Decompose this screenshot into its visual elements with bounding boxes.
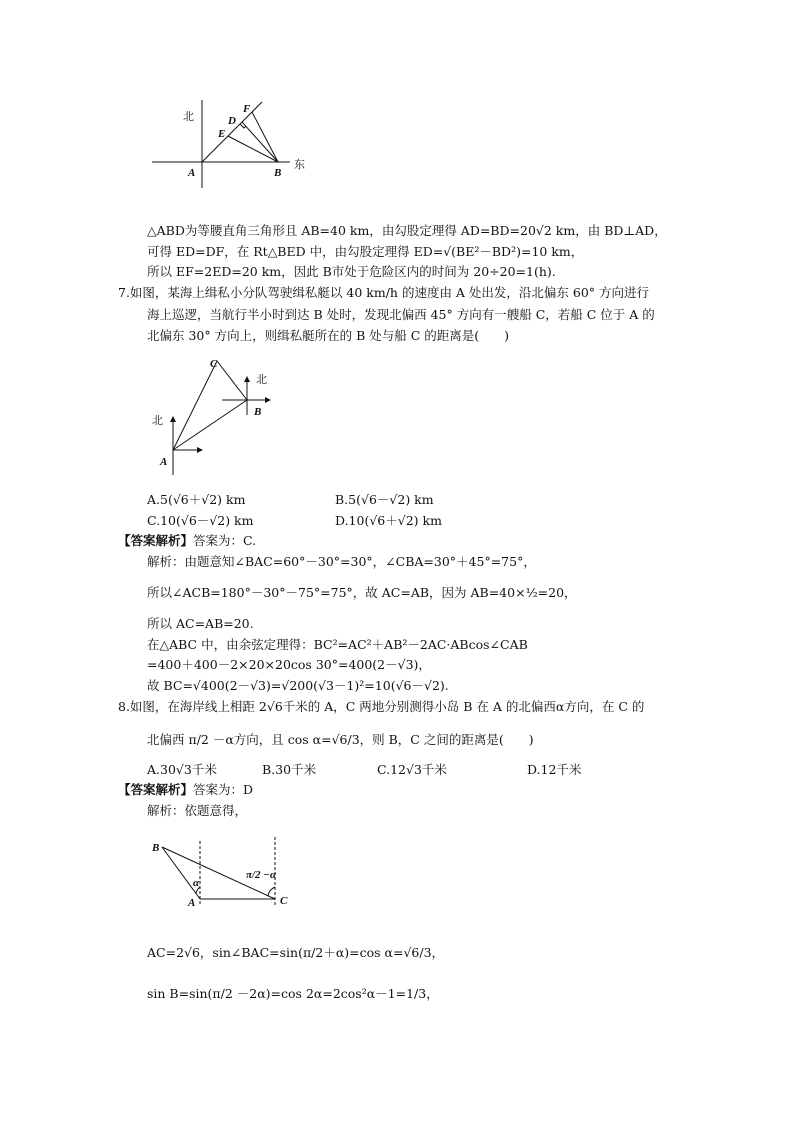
q7-line-2: 海上巡逻，当航行半小时到达 B 处时，发现北偏西 45° 方向有一艘船 C，若船 C 位于 A 的 [147,307,655,322]
q8-option-a: A.30√3千米 [147,762,217,777]
fig3-label-b: B [152,842,160,854]
q8-line-1: 8.如图，在海岸线上相距 2√6千米的 A，C 两地分别测得小岛 B 在 A 的北偏西α方向，在 C 的 [118,699,645,714]
q7-option-a: A.5(√6＋√2) km [147,492,246,507]
fig2-north-a: 北 [152,414,163,427]
sol7-tag: 【答案解析】 [118,533,194,548]
sol7-line-2: 所以∠ACB=180°－30°－75°=75°，故 AC=AB，因为 AB=40×½=20， [147,585,577,600]
sol6-line-1: △ABD为等腰直角三角形且 AB=40 km，由勾股定理得 AD=BD=20√2 km，由 BD⊥AD， [147,223,667,238]
sol7-line-6: 故 BC=√400(2－√3)=√200(√3－1)²=10(√6－√2). [147,678,449,693]
sol8-answer: 答案为：D [193,782,254,797]
figure-2-diagram [150,355,290,480]
q8-option-c: C.12√3千米 [377,762,447,777]
q7-option-b: B.5(√6－√2) km [335,492,434,507]
sol8-line-1: 解析：依题意得， [147,803,248,818]
fig1-label-e: E [218,128,226,140]
fig1-north: 北 [183,110,194,123]
fig2-label-c: C [210,358,218,370]
q7-line-3: 北偏东 30° 方向上，则缉私艇所在的 B 处与船 C 的距离是( ) [147,328,510,343]
q7-option-d: D.10(√6＋√2) km [335,513,442,528]
fig3-alpha: α [193,877,200,889]
sol7-header [118,532,256,550]
fig1-label-a: A [188,167,196,179]
sol7-line-5: =400＋400－2×20×20cos 30°=400(2－√3)， [147,657,431,672]
sol7-line-1: 解析：由题意知∠BAC=60°－30°=30°，∠CBA=30°＋45°=75°， [147,554,536,569]
fig2-label-b: B [254,406,262,418]
sol6-line-2: 可得 ED=DF，在 Rt△BED 中，由勾股定理得 ED=√(BE²－BD²)=10 km， [147,244,584,259]
fig3-label-a: A [188,897,196,909]
sol7-line-4: 在△ABC 中，由余弦定理得：BC²=AC²＋AB²－2AC·ABcos∠CAB [147,637,528,652]
sol8-tag: 【答案解析】 [118,782,194,797]
q8-line-2: 北偏西 π/2 －α方向，且 cos α=√6/3，则 B，C 之间的距离是( ) [147,732,534,747]
fig1-label-f: F [243,103,251,115]
fig1-label-b: B [274,167,282,179]
sol8-header [118,781,253,799]
fig1-label-d: D [228,115,236,127]
q8-option-d: D.12千米 [527,762,582,777]
q7-line-1: 7.如图，某海上缉私小分队驾驶缉私艇以 40 km/h 的速度由 A 处出发，沿北偏东 60° 方向进行 [118,285,650,300]
fig3-angle-c: π/2 −α [246,869,277,881]
sol6-line-3: 所以 EF=2ED=20 km，因此 B市处于危险区内的时间为 20÷20=1(h). [147,264,556,279]
sol7-answer: 答案为：C. [193,533,257,548]
q8-option-b: B.30千米 [262,762,317,777]
fig1-east: 东 [294,158,305,171]
sol8-line-3: sin B=sin(π/2 －2α)=cos 2α=2cos²α－1=1/3， [147,986,439,1001]
sol7-line-3: 所以 AC=AB=20. [147,616,254,631]
fig2-label-a: A [160,456,168,468]
fig3-label-c: C [280,895,288,907]
fig2-north-b: 北 [256,373,267,386]
sol8-line-2: AC=2√6，sin∠BAC=sin(π/2＋α)=cos α=√6/3， [147,945,445,960]
q7-option-c: C.10(√6－√2) km [147,513,254,528]
